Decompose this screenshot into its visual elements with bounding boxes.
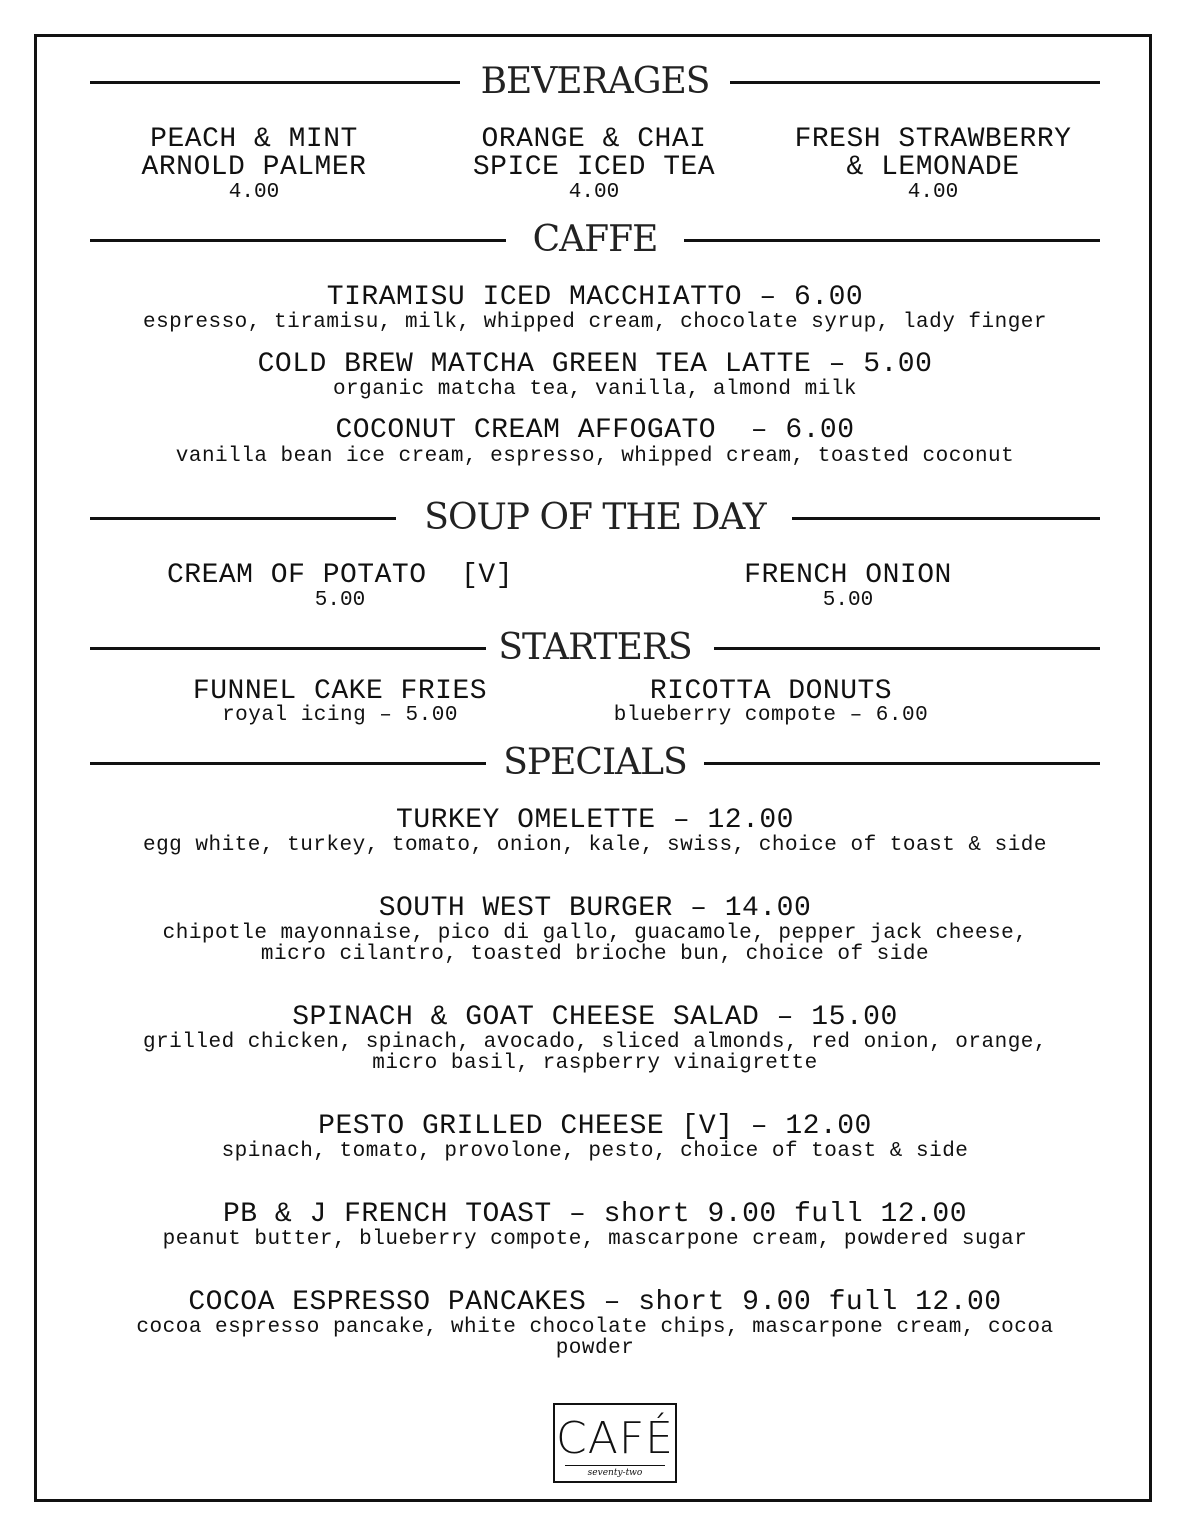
section-header-beverages: [90, 60, 1100, 104]
starter-item-desc: royal icing – 5.00: [222, 704, 458, 727]
beverage-price: 4.00: [568, 181, 620, 204]
section-title: STARTERS: [498, 627, 692, 668]
section-header-specials: [90, 741, 1100, 785]
special-item-desc: powder: [555, 1337, 635, 1360]
logo-wordmark: CAFÉ: [556, 1413, 674, 1464]
soup-item-price: 5.00: [822, 589, 874, 612]
section-header-soup: [90, 496, 1100, 540]
beverage-name-line1: FRESH STRAWBERRY: [794, 124, 1072, 155]
beverage-name-line2: & LEMONADE: [846, 152, 1020, 183]
caffe-item-desc: espresso, tiramisu, milk, whipped cream, chocolate syrup, lady finger: [142, 311, 1048, 334]
section-header-starters: [90, 626, 1100, 670]
special-item-desc: chipotle mayonnaise, pico di gallo, guacamole, pepper jack cheese,: [162, 922, 1028, 945]
special-item-name: PESTO GRILLED CHEESE [V] – 12.00: [318, 1111, 872, 1142]
soup-item-price: 5.00: [314, 589, 366, 612]
special-item-desc: grilled chicken, spinach, avocado, sliced almonds, red onion, orange,: [142, 1031, 1048, 1054]
caffe-item-name: COLD BREW MATCHA GREEN TEA LATTE – 5.00: [257, 349, 933, 380]
special-item-desc: cocoa espresso pancake, white chocolate chips, mascarpone cream, cocoa: [136, 1316, 1054, 1339]
caffe-item-desc: organic matcha tea, vanilla, almond milk: [332, 378, 858, 401]
soup-item-name: FRENCH ONION: [744, 560, 952, 591]
special-item-name: PB & J FRENCH TOAST – short 9.00 full 12.00: [222, 1199, 968, 1230]
beverage-name-line2: ARNOLD PALMER: [141, 152, 367, 183]
starter-item-desc: blueberry compote – 6.00: [613, 704, 929, 727]
beverage-price: 4.00: [228, 181, 280, 204]
special-item-desc: spinach, tomato, provolone, pesto, choice of toast & side: [221, 1140, 969, 1163]
special-item-desc: egg white, turkey, tomato, onion, kale, swiss, choice of toast & side: [142, 834, 1048, 857]
special-item-name: COCOA ESPRESSO PANCAKES – short 9.00 full 12.00: [188, 1287, 1002, 1318]
special-item-desc: micro basil, raspberry vinaigrette: [372, 1052, 818, 1075]
section-title: SPECIALS: [503, 742, 687, 783]
beverage-name-line2: SPICE ICED TEA: [472, 152, 716, 183]
starter-item-name: RICOTTA DONUTS: [649, 676, 893, 707]
cafe-logo: [553, 1403, 677, 1483]
soup-item-name: CREAM OF POTATO [V]: [166, 560, 514, 591]
special-item-name: SPINACH & GOAT CHEESE SALAD – 15.00: [292, 1002, 898, 1033]
special-item-name: TURKEY OMELETTE – 12.00: [396, 805, 794, 836]
section-title: SOUP OF THE DAY: [424, 497, 766, 538]
special-item-desc: peanut butter, blueberry compote, mascarpone cream, powdered sugar: [162, 1228, 1028, 1251]
section-title: BEVERAGES: [480, 61, 710, 102]
starter-item-name: FUNNEL CAKE FRIES: [192, 676, 488, 707]
beverage-price: 4.00: [907, 181, 959, 204]
caffe-item-name: TIRAMISU ICED MACCHIATTO – 6.00: [326, 282, 864, 313]
special-item-name: SOUTH WEST BURGER – 14.00: [378, 893, 812, 924]
beverage-name-line1: ORANGE & CHAI: [481, 124, 707, 155]
section-header-caffe: [90, 218, 1100, 262]
special-item-desc: micro cilantro, toasted brioche bun, choice of side: [260, 943, 930, 966]
beverage-name-line1: PEACH & MINT: [150, 124, 358, 155]
section-title: CAFFE: [532, 219, 658, 260]
logo-tagline: seventy-two: [565, 1465, 665, 1478]
caffe-item-desc: vanilla bean ice cream, espresso, whipped cream, toasted coconut: [175, 445, 1015, 468]
caffe-item-name: COCONUT CREAM AFFOGATO – 6.00: [335, 415, 855, 446]
